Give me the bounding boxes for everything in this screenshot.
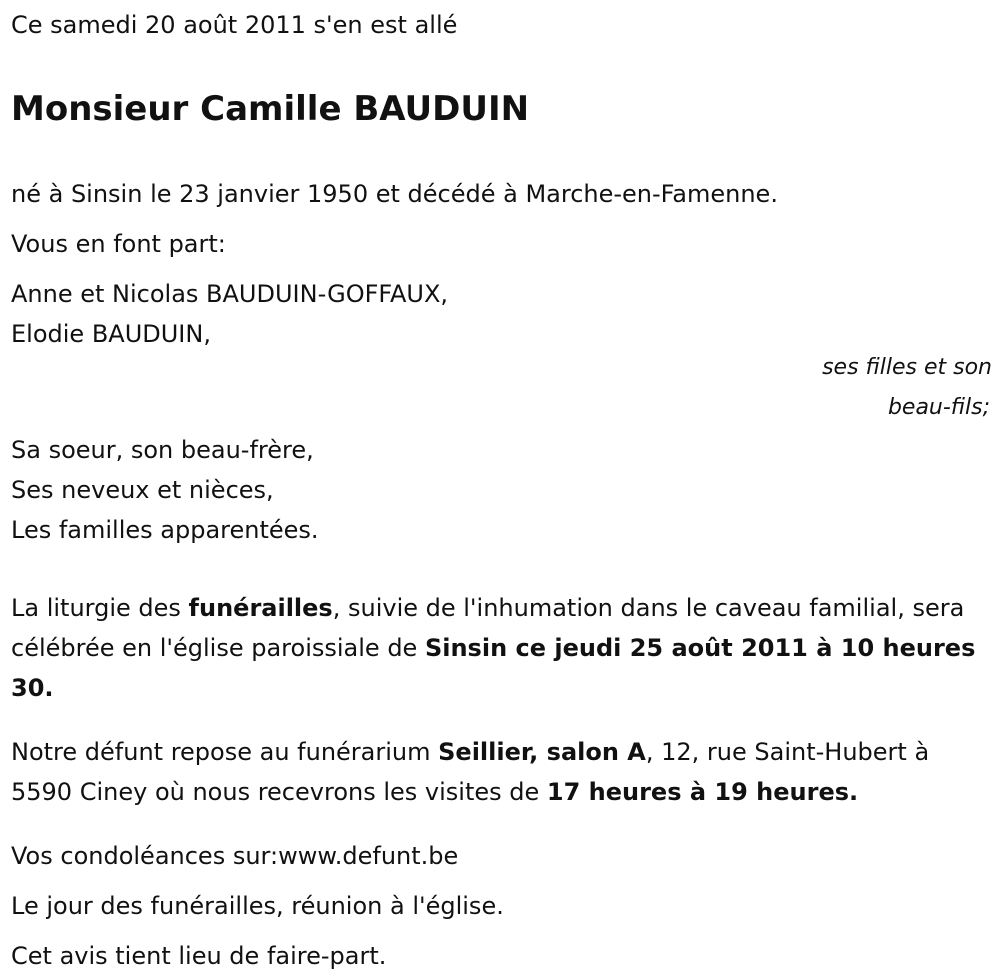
- relatives-line-2: Ses neveux et nièces,: [11, 476, 274, 504]
- repose-paragraph: [11, 732, 992, 812]
- repose-bold-2: 17 heures à 19 heures.: [546, 778, 859, 806]
- meeting-line: Le jour des funérailles, réunion à l'église.: [11, 892, 504, 920]
- birth-death-line: né à Sinsin le 23 janvier 1950 et décédé à Marche-en-Famenne.: [11, 180, 778, 208]
- family-line-1: Anne et Nicolas BAUDUIN-GOFFAUX,: [11, 280, 449, 308]
- condolences-line: Vos condoléances sur:www.defunt.be: [11, 842, 459, 870]
- deceased-name: Monsieur Camille BAUDUIN: [11, 89, 530, 129]
- relatives-line-1: Sa soeur, son beau-frère,: [11, 436, 314, 464]
- liturgy-text-1: La liturgie des: [11, 594, 189, 622]
- liturgy-text-2: , suivie de l'inhumation dans le caveau familial, sera célébrée en l'église paroissiale de: [11, 594, 965, 662]
- repose-text-1: Notre défunt repose au funérarium: [11, 738, 439, 766]
- relation-block: [11, 348, 992, 428]
- repose-bold-1: Seillier, salon A: [438, 738, 646, 766]
- liturgy-bold-2: Sinsin ce jeudi 25 août 2011 à 10 heures 30.: [11, 634, 976, 702]
- liturgy-paragraph: [11, 588, 992, 708]
- repose-text-2: , 12, rue Saint-Hubert à 5590 Ciney où nous recevrons les visites de: [11, 738, 930, 806]
- relation-line-2: beau-fils;: [887, 395, 990, 420]
- family-line-2: Elodie BAUDUIN,: [11, 320, 211, 348]
- death-notice: [11, 5, 992, 976]
- announce-line: Vous en font part:: [11, 230, 226, 258]
- intro-line: Ce samedi 20 août 2011 s'en est allé: [11, 11, 458, 39]
- relatives-line-3: Les familles apparentées.: [11, 516, 319, 544]
- closing-line: Cet avis tient lieu de faire-part.: [11, 942, 387, 970]
- liturgy-bold-1: funérailles: [188, 594, 333, 622]
- relation-line-1: ses filles et son: [822, 355, 992, 380]
